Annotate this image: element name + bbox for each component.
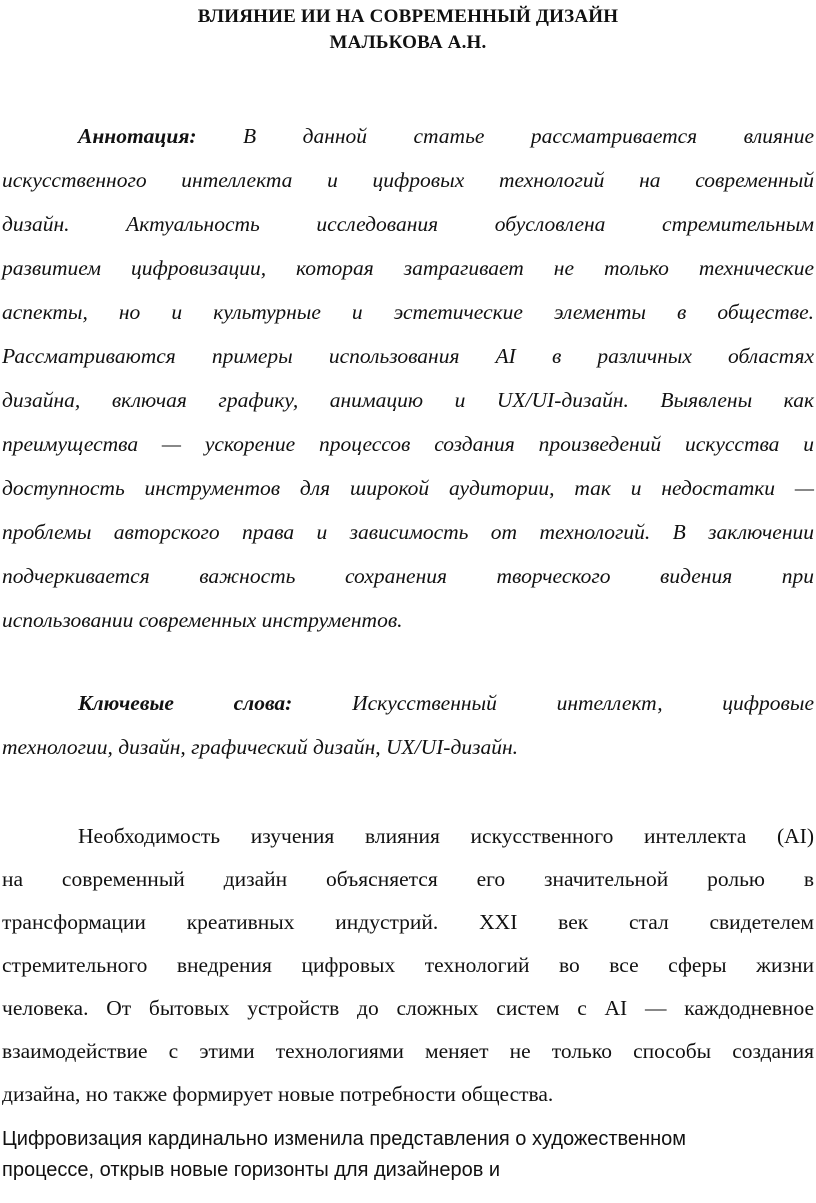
body-line: трансформации креативных индустрий. XXI век стал свидетелем [2,910,814,934]
body-line: дизайна, но также формирует новые потребности общества. [2,1082,554,1106]
abstract-line: развитием цифровизации, которая затрагивает не только технические [2,256,814,280]
keywords-line: Искусственный интеллект, цифровые [352,691,814,715]
keywords-label: Ключевые слова: [78,691,293,715]
abstract-line: В данной статье рассматривается влияние [243,124,815,148]
abstract-line: доступность инструментов для широкой аудитории, так и недостатки — [2,476,814,500]
author-name: МАЛЬКОВА А.Н. [329,32,487,53]
abstract-label: Аннотация: [78,124,197,148]
body-tail-line: процессе, открыв новые горизонты для дизайнеров и [2,1159,501,1181]
body-line: на современный дизайн объясняется его значительной ролью в [2,867,814,891]
abstract-line: Рассматриваются примеры использования AI в различных областях [2,344,814,368]
body-line: взаимодействие с этими технологиями меняет не только способы создания [2,1039,814,1063]
abstract-line: проблемы авторского права и зависимость от технологий. В заключении [2,520,814,544]
abstract-first-line [78,121,814,151]
abstract-line: использовании современных инструментов. [2,608,403,632]
body-line: Необходимость изучения влияния искусственного интеллекта (AI) [78,824,814,848]
body-line: стремительного внедрения цифровых технологий во все сферы жизни [2,953,814,977]
keywords-line: технологии, дизайн, графический дизайн, UX/UI-дизайн. [2,735,519,759]
abstract-line: дизайн. Актуальность исследования обусловлена стремительным [2,212,814,236]
body-tail-line: Цифровизация кардинально изменила представления о художественном [2,1128,687,1150]
abstract-line: дизайна, включая графику, анимацию и UX/UI-дизайн. Выявлены как [2,388,814,412]
keywords-first-line [78,688,814,718]
abstract-line: аспекты, но и культурные и эстетические элементы в обществе. [2,300,814,324]
abstract-line: преимущества — ускорение процессов создания произведений искусства и [2,432,814,456]
abstract-line: искусственного интеллекта и цифровых технологий на современный [2,168,814,192]
abstract-line: подчеркивается важность сохранения творческого видения при [2,564,814,588]
document-title: ВЛИЯНИЕ ИИ НА СОВРЕМЕННЫЙ ДИЗАЙН [197,6,619,27]
body-line: человека. От бытовых устройств до сложных систем с AI — каждодневное [2,996,814,1020]
